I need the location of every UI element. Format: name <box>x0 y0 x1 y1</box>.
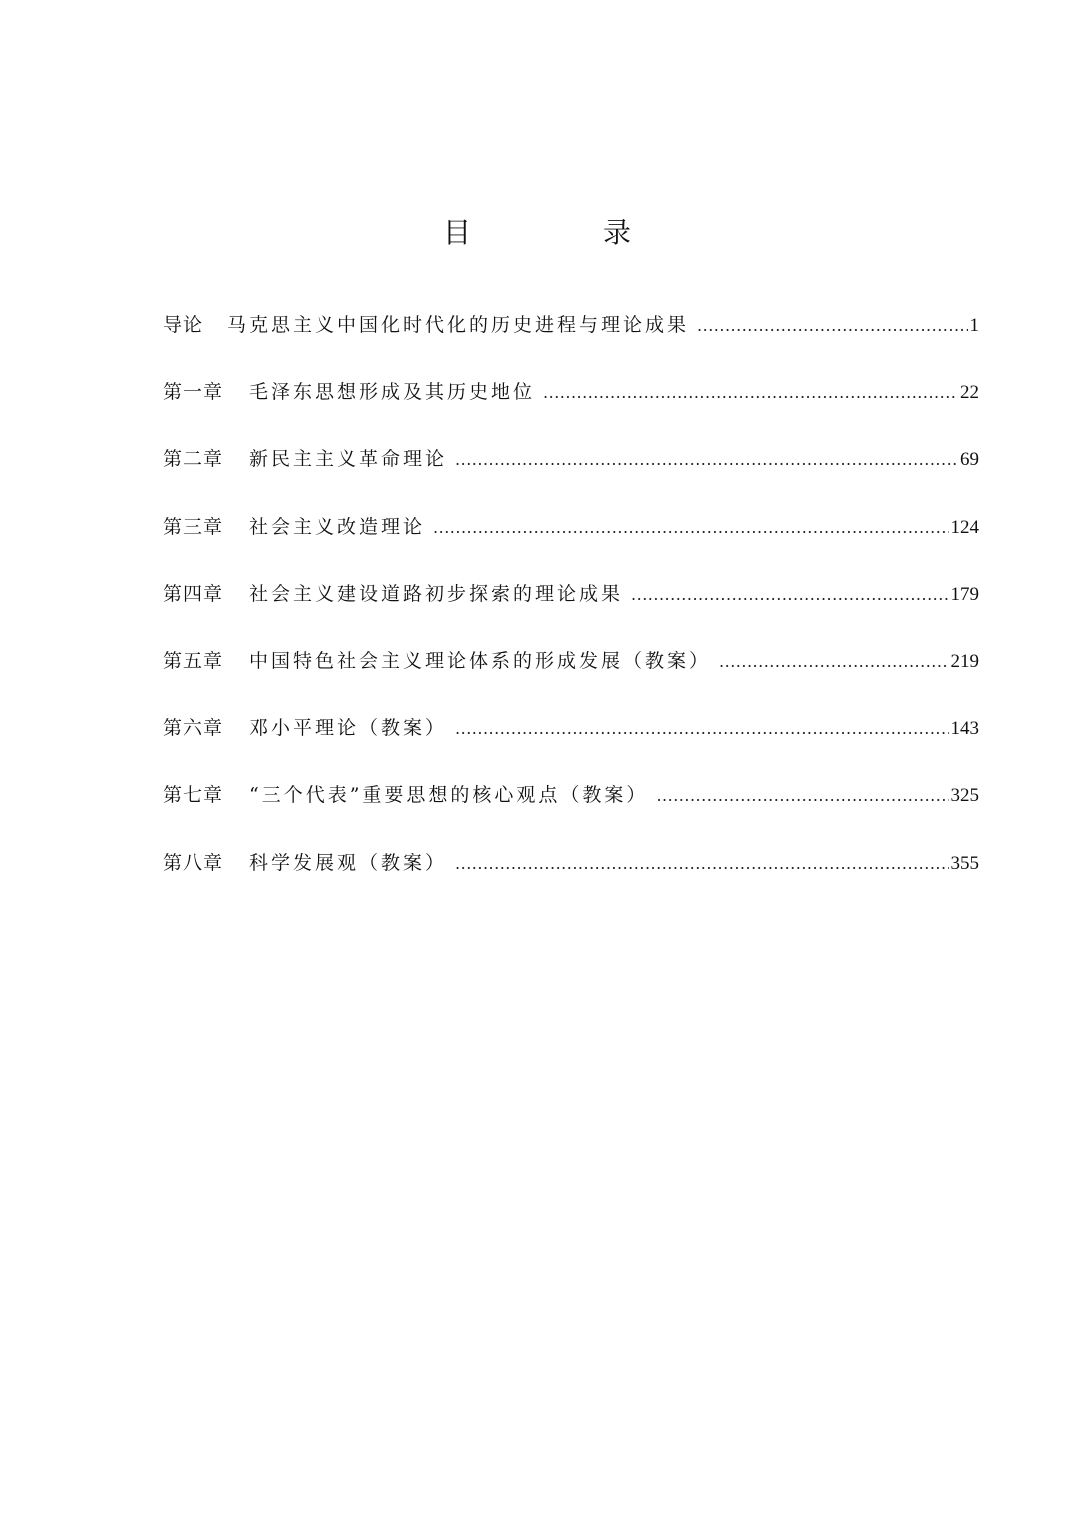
toc-entry-page: 179 <box>950 583 979 605</box>
toc-entry-chapter-1[interactable] <box>163 377 979 444</box>
toc-entry-label: 第六章 <box>163 717 224 740</box>
dot-leader <box>697 311 967 341</box>
toc-entry-label: 导论 <box>163 314 204 336</box>
toc-entry-label: 第五章 <box>163 649 224 672</box>
dot-leader <box>631 580 948 610</box>
toc-entry-label: 第一章 <box>163 381 224 404</box>
toc-entry-title: “三个代表”重要思想的核心观点（教案） <box>249 784 649 807</box>
toc-entry-chapter-3[interactable] <box>163 512 979 579</box>
toc-entry-page: 1 <box>969 315 979 336</box>
toc-entry-label: 第八章 <box>163 851 224 874</box>
toc-entry-title: 毛泽东思想形成及其历史地位 <box>249 381 536 404</box>
toc-entry-page: 69 <box>960 449 979 471</box>
toc-entry-page: 355 <box>950 852 979 874</box>
toc-entry-title: 邓小平理论（教案） <box>249 717 448 740</box>
toc-entry-page: 124 <box>950 516 979 538</box>
dot-leader <box>656 781 948 811</box>
toc-entry-title: 中国特色社会主义理论体系的形成发展（教案） <box>249 649 712 672</box>
dot-leader <box>433 513 948 543</box>
toc-entry-page: 22 <box>960 382 979 404</box>
dot-leader <box>543 378 958 408</box>
toc-entry-chapter-4[interactable] <box>163 579 979 646</box>
toc-entry-label: 第四章 <box>163 582 224 605</box>
toc-entry-chapter-6[interactable] <box>163 713 979 780</box>
toc-entry-label: 第七章 <box>163 784 224 807</box>
toc-entry-title: 马克思主义中国化时代化的历史进程与理论成果 <box>227 314 690 336</box>
dot-leader <box>455 849 948 879</box>
toc-entry-page: 325 <box>950 785 979 807</box>
toc-entry-page: 143 <box>950 718 979 740</box>
toc-entry-chapter-2[interactable] <box>163 444 979 511</box>
toc-entry-label: 第二章 <box>163 448 224 471</box>
toc-entry-label: 第三章 <box>163 515 224 538</box>
toc-entry-page: 219 <box>950 650 979 672</box>
toc-entry-title: 社会主义改造理论 <box>249 515 426 538</box>
toc-entry-chapter-7[interactable] <box>163 780 979 847</box>
toc-entry-title: 新民主主义革命理论 <box>249 448 448 471</box>
dot-leader <box>455 445 958 475</box>
toc-entry-chapter-8[interactable] <box>163 848 979 915</box>
table-of-contents <box>163 310 979 915</box>
toc-entry-title: 社会主义建设道路初步探索的理论成果 <box>249 582 624 605</box>
dot-leader <box>719 647 948 677</box>
toc-entry-chapter-5[interactable] <box>163 646 979 713</box>
page-title: 目 录 <box>442 215 683 249</box>
toc-entry-title: 科学发展观（教案） <box>249 851 448 874</box>
toc-entry-intro[interactable] <box>163 310 979 377</box>
dot-leader <box>455 714 948 744</box>
